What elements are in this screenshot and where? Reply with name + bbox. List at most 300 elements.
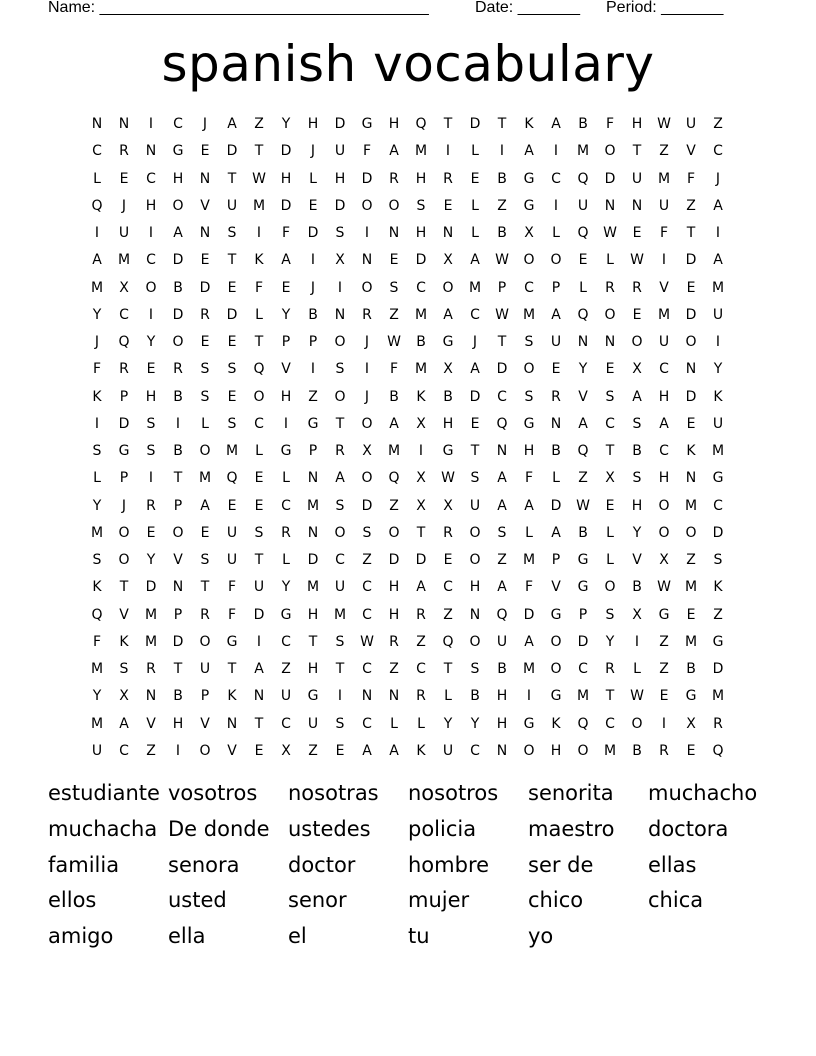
grid-letter: A — [254, 661, 265, 677]
grid-letter: C — [713, 497, 724, 514]
word-list-item: chica — [648, 888, 704, 913]
grid-letter: O — [334, 524, 347, 541]
grid-letter: G — [307, 688, 320, 705]
grid-letter: E — [254, 742, 265, 759]
grid-letter: R — [281, 524, 292, 541]
grid-letter: R — [362, 306, 373, 323]
grid-letter: A — [470, 361, 481, 378]
grid-letter: H — [631, 116, 644, 132]
grid-letter: P — [578, 606, 589, 623]
grid-letter: T — [470, 443, 481, 459]
grid-letter: C — [362, 661, 373, 677]
grid-letter: S — [335, 715, 346, 732]
grid-letter: X — [119, 688, 130, 705]
grid-letter: K — [713, 579, 724, 596]
grid-letter: E — [470, 170, 481, 187]
grid-letter: N — [307, 470, 320, 487]
grid-letter: N — [685, 361, 698, 378]
grid-letter: B — [173, 688, 184, 705]
grid-letter: B — [308, 306, 319, 323]
grid-letter: S — [335, 497, 346, 514]
grid-letter: N — [496, 443, 509, 459]
grid-letter: H — [307, 606, 320, 623]
grid-letter: D — [361, 170, 374, 187]
name-field-label: Name: _____________________________________ — [48, 0, 429, 16]
grid-letter: C — [362, 606, 373, 623]
grid-letter: D — [712, 524, 725, 541]
word-list-item: senora — [168, 852, 240, 877]
grid-letter: C — [173, 116, 184, 132]
grid-letter: D — [685, 388, 698, 405]
grid-letter: O — [145, 279, 158, 296]
grid-letter: V — [200, 715, 211, 732]
grid-letter: M — [576, 143, 591, 160]
grid-letter: Y — [146, 334, 157, 350]
grid-letter: A — [497, 579, 508, 596]
grid-letter: Y — [605, 633, 616, 650]
grid-letter: N — [307, 524, 320, 541]
grid-letter: E — [605, 497, 616, 514]
grid-letter: M — [711, 688, 726, 705]
grid-letter: C — [551, 170, 562, 187]
grid-letter: G — [307, 415, 320, 432]
grid-letter: T — [605, 443, 616, 459]
grid-letter: A — [713, 197, 724, 214]
grid-letter: M — [711, 279, 726, 296]
grid-letter: R — [632, 279, 643, 296]
grid-letter: D — [361, 497, 374, 514]
grid-letter: Q — [253, 361, 266, 378]
word-list-item: senorita — [528, 781, 614, 805]
grid-letter: M — [684, 633, 699, 650]
grid-letter: M — [522, 661, 537, 677]
grid-letter: N — [388, 688, 401, 705]
grid-letter: A — [443, 306, 454, 323]
grid-letter: N — [91, 116, 104, 132]
grid-letter: N — [253, 688, 266, 705]
grid-letter: F — [227, 606, 238, 623]
grid-letter: I — [94, 415, 101, 432]
grid-letter: G — [226, 633, 239, 650]
period-field-label: Period: _______ — [606, 0, 724, 16]
grid-letter: M — [576, 688, 591, 705]
grid-letter: D — [118, 415, 131, 432]
grid-letter: M — [306, 497, 321, 514]
grid-letter: D — [685, 306, 698, 323]
grid-letter: K — [713, 388, 724, 405]
grid-letter: C — [92, 143, 103, 160]
grid-letter: D — [388, 552, 401, 568]
grid-letter: H — [307, 116, 320, 132]
grid-letter: T — [254, 143, 265, 160]
grid-letter: N — [496, 742, 509, 759]
grid-letter: Q — [577, 306, 590, 323]
grid-letter: O — [658, 524, 671, 541]
grid-letter: G — [523, 415, 536, 432]
grid-letter: I — [94, 225, 101, 241]
word-list-item: senor — [288, 888, 347, 913]
grid-letter: T — [443, 116, 454, 132]
grid-letter: S — [119, 661, 130, 677]
grid-letter: N — [361, 688, 374, 705]
grid-letter: Y — [578, 361, 589, 378]
grid-letter: N — [550, 415, 563, 432]
grid-letter: E — [254, 497, 265, 514]
grid-letter: T — [632, 143, 643, 160]
grid-letter: X — [416, 415, 427, 432]
grid-letter: I — [256, 633, 263, 650]
grid-letter: W — [360, 633, 375, 650]
grid-letter: N — [172, 579, 185, 596]
grid-letter: E — [227, 279, 238, 296]
grid-letter: E — [281, 279, 292, 296]
grid-letter: Y — [92, 497, 103, 514]
grid-letter: G — [523, 715, 536, 732]
grid-letter: T — [308, 633, 319, 650]
grid-letter: C — [416, 661, 427, 677]
grid-letter: J — [472, 334, 479, 350]
word-list-item: chico — [528, 888, 584, 913]
grid-letter: E — [686, 606, 697, 623]
grid-letter: O — [442, 279, 455, 296]
word-list-item: ella — [168, 924, 206, 948]
grid-letter: Z — [497, 197, 508, 214]
grid-letter: D — [280, 197, 293, 214]
word-list-item: mujer — [408, 888, 470, 913]
grid-letter: X — [119, 279, 130, 296]
grid-letter: O — [604, 143, 617, 160]
grid-letter: M — [198, 470, 213, 487]
grid-letter: D — [469, 388, 482, 405]
grid-letter: U — [334, 579, 347, 596]
grid-letter: O — [685, 524, 698, 541]
grid-letter: Q — [496, 415, 509, 432]
grid-letter: L — [282, 552, 291, 568]
word-list-item: muchacha — [48, 816, 158, 841]
grid-letter: B — [389, 388, 400, 405]
grid-letter: S — [92, 552, 103, 568]
grid-letter: I — [364, 225, 371, 241]
grid-letter: H — [631, 497, 644, 514]
grid-letter: C — [605, 715, 616, 732]
grid-letter: S — [335, 633, 346, 650]
letter-grid — [84, 111, 732, 765]
grid-letter: I — [175, 415, 182, 432]
grid-letter: X — [443, 497, 454, 514]
grid-letter: V — [578, 388, 589, 405]
grid-letter: O — [118, 552, 131, 568]
grid-letter: M — [414, 143, 429, 160]
grid-letter: M — [90, 524, 105, 541]
grid-letter: X — [362, 443, 373, 459]
grid-letter: B — [551, 443, 562, 459]
word-list-item: nosotras — [288, 781, 379, 805]
grid-letter: J — [121, 497, 128, 514]
grid-letter: E — [227, 497, 238, 514]
grid-letter: H — [415, 225, 428, 241]
grid-letter: L — [606, 524, 615, 541]
grid-letter: Q — [442, 633, 455, 650]
grid-letter: I — [337, 279, 344, 296]
grid-letter: Z — [146, 742, 157, 759]
grid-letter: A — [173, 225, 184, 241]
grid-letter: P — [173, 606, 184, 623]
grid-letter: A — [389, 415, 400, 432]
grid-letter: Q — [91, 197, 104, 214]
grid-letter: O — [523, 742, 536, 759]
grid-letter: A — [524, 633, 535, 650]
grid-letter: T — [497, 334, 508, 350]
grid-letter: W — [603, 225, 618, 241]
grid-letter: M — [711, 443, 726, 459]
grid-letter: M — [684, 497, 699, 514]
grid-letter: Z — [686, 197, 697, 214]
grid-letter: C — [362, 579, 373, 596]
grid-letter: X — [416, 470, 427, 487]
grid-letter: P — [308, 334, 319, 350]
grid-letter: R — [416, 688, 427, 705]
grid-letter: B — [173, 279, 184, 296]
grid-letter: E — [227, 334, 238, 350]
grid-letter: L — [552, 470, 561, 487]
grid-letter: B — [686, 661, 697, 677]
grid-letter: C — [146, 170, 157, 187]
grid-letter: R — [200, 306, 211, 323]
grid-letter: N — [631, 197, 644, 214]
grid-letter: L — [282, 470, 291, 487]
grid-letter: N — [334, 306, 347, 323]
grid-letter: M — [603, 742, 618, 759]
grid-letter: S — [524, 388, 535, 405]
grid-letter: U — [226, 524, 239, 541]
grid-letter: N — [577, 334, 590, 350]
grid-letter: O — [199, 742, 212, 759]
grid-letter: X — [443, 361, 454, 378]
grid-letter: O — [577, 742, 590, 759]
grid-letter: F — [605, 116, 616, 132]
grid-letter: R — [335, 443, 346, 459]
grid-letter: S — [497, 524, 508, 541]
grid-letter: I — [283, 415, 290, 432]
grid-letter: D — [577, 633, 590, 650]
grid-letter: W — [387, 334, 402, 350]
grid-letter: N — [145, 143, 158, 160]
word-list-item: vosotros — [168, 781, 258, 805]
grid-letter: J — [310, 279, 317, 296]
grid-letter: S — [200, 361, 211, 378]
grid-letter: M — [90, 715, 105, 732]
grid-letter: O — [334, 334, 347, 350]
grid-letter: C — [443, 579, 454, 596]
grid-letter: L — [390, 715, 399, 732]
grid-letter: S — [470, 470, 481, 487]
grid-letter: A — [659, 415, 670, 432]
grid-letter: T — [227, 170, 238, 187]
grid-letter: P — [308, 443, 319, 459]
grid-letter: F — [92, 361, 103, 378]
grid-letter: S — [416, 197, 427, 214]
grid-letter: S — [200, 388, 211, 405]
word-list-item: el — [288, 924, 307, 948]
grid-letter: O — [361, 197, 374, 214]
grid-letter: S — [146, 415, 157, 432]
grid-letter: O — [199, 443, 212, 459]
grid-letter: G — [280, 443, 293, 459]
grid-letter: H — [496, 688, 509, 705]
grid-letter: H — [280, 170, 293, 187]
grid-letter: G — [658, 606, 671, 623]
grid-letter: S — [470, 661, 481, 677]
grid-letter: P — [281, 334, 292, 350]
grid-letter: M — [144, 606, 159, 623]
grid-letter: E — [443, 197, 454, 214]
grid-letter: B — [173, 388, 184, 405]
grid-letter: O — [685, 334, 698, 350]
grid-letter: D — [226, 306, 239, 323]
grid-letter: U — [577, 197, 590, 214]
grid-letter: V — [686, 143, 697, 160]
grid-letter: C — [119, 306, 130, 323]
grid-letter: O — [388, 524, 401, 541]
grid-letter: I — [148, 306, 155, 323]
grid-letter: P — [551, 552, 562, 568]
grid-letter: R — [200, 606, 211, 623]
grid-letter: G — [523, 170, 536, 187]
word-list-item: maestro — [528, 816, 615, 841]
grid-letter: M — [522, 552, 537, 568]
grid-letter: Z — [443, 606, 454, 623]
grid-letter: O — [172, 524, 185, 541]
word-list-item: ellos — [48, 888, 97, 913]
grid-letter: R — [146, 661, 157, 677]
grid-letter: C — [281, 715, 292, 732]
grid-letter: O — [334, 388, 347, 405]
grid-letter: U — [307, 715, 320, 732]
grid-letter: Y — [443, 715, 454, 732]
grid-letter: Q — [577, 715, 590, 732]
grid-letter: I — [256, 225, 263, 241]
grid-letter: I — [175, 742, 182, 759]
grid-letter: Y — [281, 579, 292, 596]
grid-letter: P — [200, 688, 211, 705]
grid-letter: I — [526, 688, 533, 705]
grid-letter: K — [92, 579, 103, 596]
grid-letter: W — [495, 306, 510, 323]
grid-letter: E — [200, 252, 211, 269]
grid-letter: X — [605, 470, 616, 487]
grid-letter: G — [577, 552, 590, 568]
grid-letter: H — [388, 116, 401, 132]
grid-letter: D — [199, 279, 212, 296]
grid-letter: X — [443, 252, 454, 269]
grid-letter: I — [148, 470, 155, 487]
grid-letter: I — [310, 361, 317, 378]
grid-letter: C — [335, 552, 346, 568]
grid-letter: M — [252, 197, 267, 214]
grid-letter: O — [172, 197, 185, 214]
grid-letter: H — [280, 388, 293, 405]
grid-letter: Q — [712, 742, 725, 759]
grid-letter: X — [335, 252, 346, 269]
grid-letter: K — [227, 688, 238, 705]
grid-letter: A — [551, 524, 562, 541]
grid-letter: V — [146, 715, 157, 732]
grid-letter: S — [713, 552, 724, 568]
grid-letter: T — [605, 688, 616, 705]
grid-letter: L — [525, 524, 534, 541]
grid-letter: K — [416, 388, 427, 405]
grid-letter: U — [253, 579, 266, 596]
grid-letter: A — [416, 579, 427, 596]
grid-letter: T — [173, 661, 184, 677]
grid-letter: E — [686, 742, 697, 759]
grid-letter: W — [630, 252, 645, 269]
grid-letter: D — [415, 252, 428, 269]
grid-letter: C — [254, 415, 265, 432]
grid-letter: S — [335, 225, 346, 241]
grid-letter: P — [173, 497, 184, 514]
grid-letter: F — [254, 279, 265, 296]
grid-letter: G — [361, 116, 374, 132]
grid-letter: R — [389, 170, 400, 187]
word-list-item: ustedes — [288, 816, 371, 841]
grid-letter: Y — [281, 116, 292, 132]
grid-letter: K — [92, 388, 103, 405]
grid-letter: L — [255, 306, 264, 323]
grid-letter: D — [226, 143, 239, 160]
grid-letter: O — [199, 633, 212, 650]
date-field-label: Date: _______ — [475, 0, 580, 16]
grid-letter: O — [469, 633, 482, 650]
grid-letter: C — [497, 388, 508, 405]
grid-letter: X — [659, 552, 670, 568]
grid-letter: F — [524, 470, 535, 487]
grid-letter: S — [524, 334, 535, 350]
worksheet-header — [48, 0, 768, 19]
grid-letter: F — [659, 225, 670, 241]
grid-letter: I — [634, 633, 641, 650]
grid-letter: X — [632, 606, 643, 623]
grid-letter: L — [417, 715, 426, 732]
grid-letter: N — [199, 225, 212, 241]
grid-letter: L — [201, 415, 210, 432]
grid-letter: Z — [659, 661, 670, 677]
grid-letter: U — [91, 742, 104, 759]
grid-letter: A — [497, 470, 508, 487]
grid-letter: A — [227, 116, 238, 132]
grid-letter: C — [416, 279, 427, 296]
grid-letter: B — [173, 443, 184, 459]
grid-letter: E — [659, 688, 670, 705]
grid-letter: N — [469, 606, 482, 623]
grid-letter: H — [334, 170, 347, 187]
grid-letter: N — [604, 334, 617, 350]
grid-letter: A — [713, 252, 724, 269]
grid-letter: N — [199, 170, 212, 187]
grid-letter: D — [334, 197, 347, 214]
grid-letter: A — [92, 252, 103, 269]
grid-letter: U — [631, 170, 644, 187]
grid-letter: E — [632, 225, 643, 241]
grid-letter: K — [119, 633, 130, 650]
grid-letter: D — [334, 116, 347, 132]
grid-letter: X — [281, 742, 292, 759]
grid-letter: I — [499, 143, 506, 160]
grid-letter: U — [469, 497, 482, 514]
grid-letter: I — [661, 252, 668, 269]
grid-letter: L — [93, 470, 102, 487]
grid-letter: S — [389, 279, 400, 296]
